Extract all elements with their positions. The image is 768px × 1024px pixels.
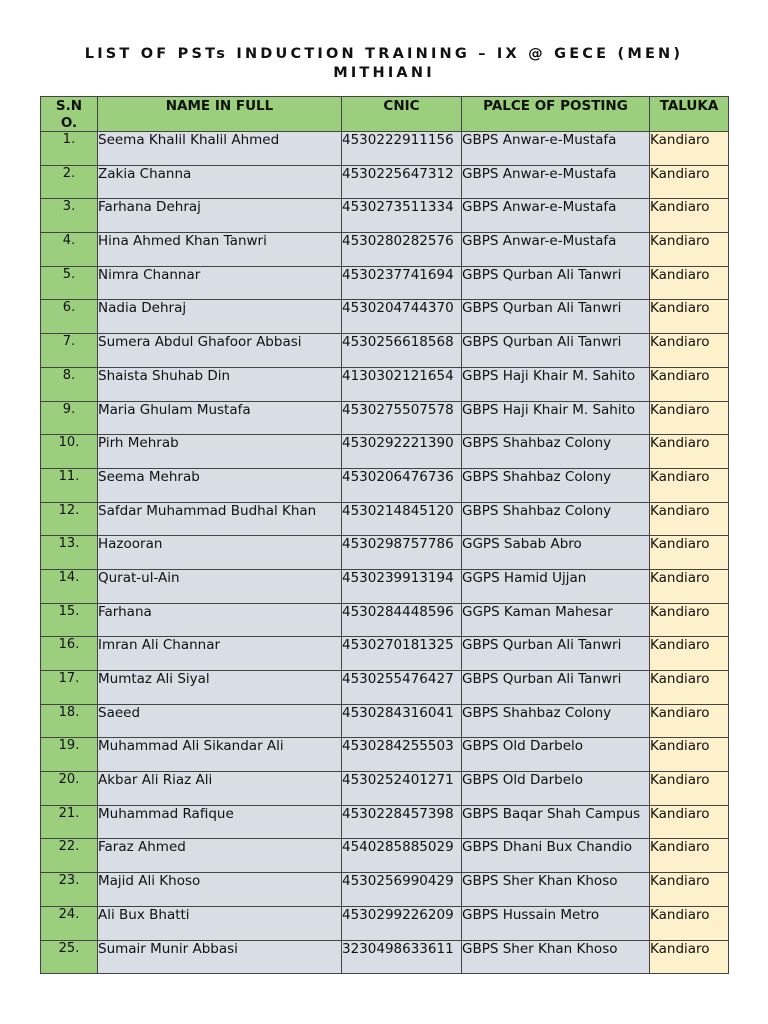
cell-name: Seema Mehrab <box>98 468 342 502</box>
cell-cnic: 4530237741694 <box>342 266 462 300</box>
cell-sno: 14. <box>41 569 98 603</box>
cell-name: Muhammad Ali Sikandar Ali <box>98 738 342 772</box>
cell-posting: GBPS Shahbaz Colony <box>462 502 650 536</box>
cell-name: Safdar Muhammad Budhal Khan <box>98 502 342 536</box>
cell-taluka: Kandiaro <box>650 334 729 368</box>
cell-posting: GBPS Hussain Metro <box>462 906 650 940</box>
cell-sno: 21. <box>41 805 98 839</box>
cell-sno: 13. <box>41 536 98 570</box>
cell-taluka: Kandiaro <box>650 671 729 705</box>
cell-sno: 10. <box>41 435 98 469</box>
cell-name: Imran Ali Channar <box>98 637 342 671</box>
table-row <box>41 906 729 940</box>
cell-taluka: Kandiaro <box>650 233 729 267</box>
trainee-table <box>40 96 729 974</box>
cell-taluka: Kandiaro <box>650 435 729 469</box>
cell-cnic: 4530298757786 <box>342 536 462 570</box>
table-row <box>41 839 729 873</box>
cell-posting: GBPS Old Darbelo <box>462 772 650 806</box>
table-row <box>41 637 729 671</box>
cell-name: Hina Ahmed Khan Tanwri <box>98 233 342 267</box>
table-row <box>41 671 729 705</box>
cell-sno: 6. <box>41 300 98 334</box>
cell-taluka: Kandiaro <box>650 367 729 401</box>
cell-sno: 19. <box>41 738 98 772</box>
cell-cnic: 4530255476427 <box>342 671 462 705</box>
table-row <box>41 233 729 267</box>
table-row <box>41 334 729 368</box>
header-taluka: TALUKA <box>650 97 729 132</box>
cell-cnic: 4540285885029 <box>342 839 462 873</box>
table-row <box>41 266 729 300</box>
cell-sno: 16. <box>41 637 98 671</box>
cell-posting: GGPS Hamid Ujjan <box>462 569 650 603</box>
cell-posting: GBPS Qurban Ali Tanwri <box>462 334 650 368</box>
table-row <box>41 873 729 907</box>
cell-posting: GBPS Shahbaz Colony <box>462 435 650 469</box>
table-row <box>41 502 729 536</box>
cell-name: Farhana <box>98 603 342 637</box>
cell-name: Muhammad Rafique <box>98 805 342 839</box>
cell-cnic: 4530292221390 <box>342 435 462 469</box>
cell-cnic: 4530256618568 <box>342 334 462 368</box>
cell-posting: GBPS Qurban Ali Tanwri <box>462 266 650 300</box>
cell-cnic: 4530225647312 <box>342 165 462 199</box>
cell-taluka: Kandiaro <box>650 401 729 435</box>
cell-sno: 18. <box>41 704 98 738</box>
cell-name: Zakia Channa <box>98 165 342 199</box>
cell-sno: 7. <box>41 334 98 368</box>
cell-name: Qurat-ul-Ain <box>98 569 342 603</box>
cell-taluka: Kandiaro <box>650 805 729 839</box>
cell-sno: 17. <box>41 671 98 705</box>
cell-taluka: Kandiaro <box>650 502 729 536</box>
cell-posting: GBPS Shahbaz Colony <box>462 704 650 738</box>
header-name: NAME IN FULL <box>98 97 342 132</box>
table-row <box>41 367 729 401</box>
cell-cnic: 4530252401271 <box>342 772 462 806</box>
table-row <box>41 165 729 199</box>
cell-sno: 22. <box>41 839 98 873</box>
cell-posting: GBPS Dhani Bux Chandio <box>462 839 650 873</box>
cell-taluka: Kandiaro <box>650 300 729 334</box>
cell-taluka: Kandiaro <box>650 637 729 671</box>
cell-posting: GBPS Qurban Ali Tanwri <box>462 637 650 671</box>
cell-name: Farhana Dehraj <box>98 199 342 233</box>
cell-posting: GBPS Baqar Shah Campus <box>462 805 650 839</box>
cell-posting: GBPS Anwar-e-Mustafa <box>462 165 650 199</box>
cell-cnic: 4530228457398 <box>342 805 462 839</box>
table-row <box>41 569 729 603</box>
cell-taluka: Kandiaro <box>650 536 729 570</box>
table-body <box>41 132 729 974</box>
cell-sno: 12. <box>41 502 98 536</box>
cell-taluka: Kandiaro <box>650 603 729 637</box>
cell-taluka: Kandiaro <box>650 165 729 199</box>
cell-taluka: Kandiaro <box>650 906 729 940</box>
cell-sno: 1. <box>41 132 98 166</box>
cell-sno: 9. <box>41 401 98 435</box>
cell-name: Akbar Ali Riaz Ali <box>98 772 342 806</box>
cell-sno: 15. <box>41 603 98 637</box>
table-row <box>41 199 729 233</box>
cell-name: Hazooran <box>98 536 342 570</box>
cell-name: Nimra Channar <box>98 266 342 300</box>
cell-posting: GBPS Haji Khair M. Sahito <box>462 367 650 401</box>
table-header-row <box>41 97 729 132</box>
table-row <box>41 940 729 974</box>
cell-taluka: Kandiaro <box>650 873 729 907</box>
cell-cnic: 4530204744370 <box>342 300 462 334</box>
cell-name: Saeed <box>98 704 342 738</box>
table-row <box>41 435 729 469</box>
table-row <box>41 536 729 570</box>
cell-cnic: 4530273511334 <box>342 199 462 233</box>
cell-cnic: 4130302121654 <box>342 367 462 401</box>
cell-posting: GBPS Shahbaz Colony <box>462 468 650 502</box>
cell-cnic: 4530256990429 <box>342 873 462 907</box>
cell-taluka: Kandiaro <box>650 772 729 806</box>
cell-name: Majid Ali Khoso <box>98 873 342 907</box>
cell-posting: GGPS Sabab Abro <box>462 536 650 570</box>
header-sno: S.NO. <box>41 97 98 132</box>
cell-sno: 5. <box>41 266 98 300</box>
cell-name: Ali Bux Bhatti <box>98 906 342 940</box>
table-row <box>41 603 729 637</box>
cell-cnic: 4530299226209 <box>342 906 462 940</box>
cell-name: Seema Khalil Khalil Ahmed <box>98 132 342 166</box>
cell-cnic: 3230498633611 <box>342 940 462 974</box>
cell-taluka: Kandiaro <box>650 199 729 233</box>
table-row <box>41 738 729 772</box>
cell-posting: GBPS Anwar-e-Mustafa <box>462 132 650 166</box>
cell-cnic: 4530270181325 <box>342 637 462 671</box>
cell-cnic: 4530275507578 <box>342 401 462 435</box>
page-title <box>40 45 728 83</box>
title-line-2: MITHIANI <box>333 65 435 81</box>
table-row <box>41 401 729 435</box>
cell-name: Sumair Munir Abbasi <box>98 940 342 974</box>
cell-name: Faraz Ahmed <box>98 839 342 873</box>
cell-cnic: 4530214845120 <box>342 502 462 536</box>
cell-posting: GBPS Haji Khair M. Sahito <box>462 401 650 435</box>
cell-name: Pirh Mehrab <box>98 435 342 469</box>
cell-taluka: Kandiaro <box>650 704 729 738</box>
cell-cnic: 4530222911156 <box>342 132 462 166</box>
cell-taluka: Kandiaro <box>650 132 729 166</box>
cell-sno: 8. <box>41 367 98 401</box>
cell-posting: GBPS Old Darbelo <box>462 738 650 772</box>
table-row <box>41 805 729 839</box>
cell-posting: GBPS Anwar-e-Mustafa <box>462 233 650 267</box>
table-row <box>41 300 729 334</box>
cell-cnic: 4530284316041 <box>342 704 462 738</box>
cell-posting: GBPS Qurban Ali Tanwri <box>462 671 650 705</box>
cell-name: Shaista Shuhab Din <box>98 367 342 401</box>
cell-sno: 23. <box>41 873 98 907</box>
cell-posting: GBPS Anwar-e-Mustafa <box>462 199 650 233</box>
cell-sno: 11. <box>41 468 98 502</box>
cell-taluka: Kandiaro <box>650 266 729 300</box>
cell-name: Sumera Abdul Ghafoor Abbasi <box>98 334 342 368</box>
table-row <box>41 772 729 806</box>
title-line-1: LIST OF PSTs INDUCTION TRAINING – IX @ GECE (MEN) <box>84 46 684 62</box>
table-row <box>41 468 729 502</box>
header-posting: PALCE OF POSTING <box>462 97 650 132</box>
cell-taluka: Kandiaro <box>650 569 729 603</box>
table-row <box>41 704 729 738</box>
cell-cnic: 4530284255503 <box>342 738 462 772</box>
cell-cnic: 4530239913194 <box>342 569 462 603</box>
cell-posting: GGPS Kaman Mahesar <box>462 603 650 637</box>
cell-taluka: Kandiaro <box>650 940 729 974</box>
cell-posting: GBPS Sher Khan Khoso <box>462 940 650 974</box>
cell-taluka: Kandiaro <box>650 468 729 502</box>
header-cnic: CNIC <box>342 97 462 132</box>
cell-sno: 24. <box>41 906 98 940</box>
cell-name: Mumtaz Ali Siyal <box>98 671 342 705</box>
cell-posting: GBPS Qurban Ali Tanwri <box>462 300 650 334</box>
cell-sno: 2. <box>41 165 98 199</box>
cell-sno: 20. <box>41 772 98 806</box>
cell-taluka: Kandiaro <box>650 738 729 772</box>
cell-cnic: 4530206476736 <box>342 468 462 502</box>
cell-posting: GBPS Sher Khan Khoso <box>462 873 650 907</box>
cell-taluka: Kandiaro <box>650 839 729 873</box>
table-row <box>41 132 729 166</box>
cell-sno: 3. <box>41 199 98 233</box>
cell-name: Maria Ghulam Mustafa <box>98 401 342 435</box>
cell-sno: 25. <box>41 940 98 974</box>
cell-name: Nadia Dehraj <box>98 300 342 334</box>
cell-cnic: 4530280282576 <box>342 233 462 267</box>
cell-sno: 4. <box>41 233 98 267</box>
cell-cnic: 4530284448596 <box>342 603 462 637</box>
